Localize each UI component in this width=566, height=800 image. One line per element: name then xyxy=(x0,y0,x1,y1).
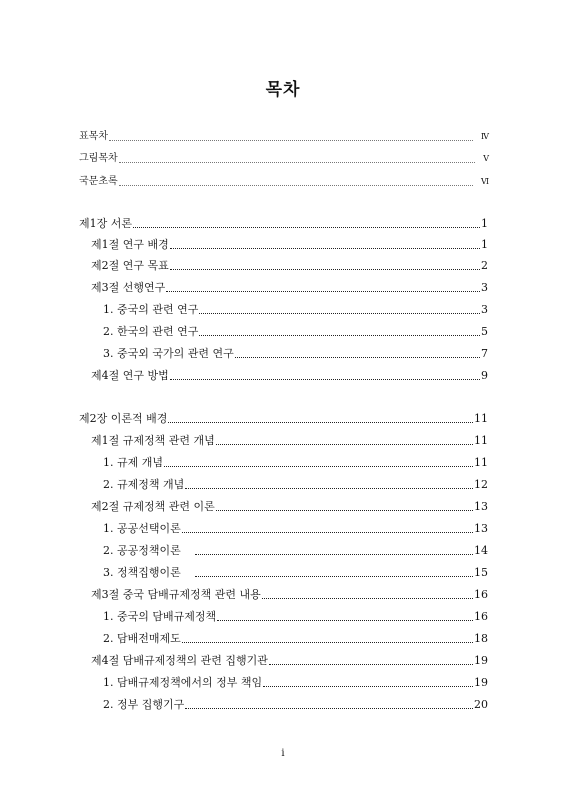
toc-entry-label: 그림목차 xyxy=(79,153,118,164)
toc-entry-section[interactable] xyxy=(91,259,488,273)
toc-entry-subsection[interactable] xyxy=(103,325,488,339)
toc-entry-label: 제4절 연구 방법 xyxy=(91,369,169,382)
toc-entry-subsection[interactable] xyxy=(103,544,488,558)
toc-leader xyxy=(199,313,480,314)
toc-entry-subsection[interactable] xyxy=(103,478,488,492)
toc-entry-page: 11 xyxy=(474,434,488,447)
toc-entry-subsection[interactable] xyxy=(103,347,488,361)
toc-entry-subsection[interactable] xyxy=(103,566,488,580)
toc-entry-label: 2. 공공정책이론 xyxy=(103,544,181,557)
toc-entry-page: 1 xyxy=(481,217,488,230)
toc-leader xyxy=(185,708,473,709)
toc-leader xyxy=(166,291,480,292)
toc-entry-subsection[interactable] xyxy=(103,698,488,712)
toc-entry-subsection[interactable] xyxy=(103,610,488,624)
toc-entry-page: 13 xyxy=(474,522,488,535)
toc-entry-page: 3 xyxy=(481,303,488,316)
toc-entry-page: 19 xyxy=(474,654,488,667)
toc-entry-label: 1. 공공선택이론 xyxy=(103,522,181,535)
toc-entry-label: 3. 정책집행이론 xyxy=(103,566,181,579)
toc-leader xyxy=(199,335,480,336)
toc-entry-page: 18 xyxy=(474,632,488,645)
toc-leader xyxy=(263,686,473,687)
toc-entry-subsection[interactable] xyxy=(103,456,488,470)
toc-entry-page: 11 xyxy=(474,456,488,469)
toc-leader xyxy=(195,554,473,555)
toc-entry-label: 제4절 담배규제정책의 관련 집행기관 xyxy=(91,654,268,667)
toc-entry-label: 제3절 중국 담배규제정책 관련 내용 xyxy=(91,588,261,601)
toc-entry-page: 5 xyxy=(481,325,488,338)
toc-leader xyxy=(269,664,473,665)
toc-entry-section[interactable] xyxy=(91,281,488,295)
toc-leader xyxy=(109,140,473,141)
toc-entry-page: 3 xyxy=(481,281,488,294)
toc-entry-section[interactable] xyxy=(91,434,488,448)
toc-leader xyxy=(182,532,473,533)
toc-entry-label: 2. 규제정책 개념 xyxy=(103,478,185,491)
toc-entry-label: 제2절 규제정책 관련 이론 xyxy=(91,500,215,513)
toc-leader xyxy=(185,488,473,489)
toc-entry-page: 16 xyxy=(474,610,488,623)
toc-entry-chapter[interactable] xyxy=(79,412,488,426)
toc-entry-label: 3. 중국외 국가의 관련 연구 xyxy=(103,347,234,360)
toc-leader xyxy=(182,642,473,643)
toc-entry-front[interactable] xyxy=(79,152,489,166)
toc-entry-page: Ⅳ xyxy=(481,132,489,141)
toc-entry-page: 20 xyxy=(474,698,488,711)
toc-entry-section[interactable] xyxy=(91,500,488,514)
toc-entry-section[interactable] xyxy=(91,588,488,602)
toc-entry-section[interactable] xyxy=(91,238,488,252)
toc-entry-label: 제1장 서론 xyxy=(79,217,132,230)
toc-entry-label: 표목차 xyxy=(79,131,108,142)
toc-entry-subsection[interactable] xyxy=(103,676,488,690)
toc-entry-page: Ⅴ xyxy=(483,154,489,163)
toc-leader xyxy=(216,510,473,511)
toc-entry-page: 9 xyxy=(481,369,488,382)
toc-entry-page: 7 xyxy=(481,347,488,360)
toc-entry-label: 1. 규제 개념 xyxy=(103,456,163,469)
toc-leader xyxy=(168,422,473,423)
toc-leader xyxy=(170,269,480,270)
toc-entry-chapter[interactable] xyxy=(79,217,488,231)
toc-entry-page: 14 xyxy=(474,544,488,557)
toc-entry-label: 제1절 연구 배경 xyxy=(91,238,169,251)
toc-leader xyxy=(119,185,473,186)
toc-entry-page: 1 xyxy=(481,238,488,251)
toc-entry-page: 11 xyxy=(474,412,488,425)
toc-entry-label: 2. 정부 집행기구 xyxy=(103,698,185,711)
toc-entry-page: 13 xyxy=(474,500,488,513)
toc-leader xyxy=(119,162,476,163)
toc-entry-page: 12 xyxy=(474,478,488,491)
toc-leader xyxy=(216,444,473,445)
toc-entry-front[interactable] xyxy=(79,130,489,144)
toc-entry-label: 국문초록 xyxy=(79,176,118,187)
toc-entry-subsection[interactable] xyxy=(103,522,488,536)
toc-entry-label: 2. 한국의 관련 연구 xyxy=(103,325,199,338)
toc-leader xyxy=(170,379,480,380)
toc-entry-subsection[interactable] xyxy=(103,632,488,646)
page-title: 목차 xyxy=(265,80,301,100)
toc-entry-label: 제2절 연구 목표 xyxy=(91,259,169,272)
toc-leader xyxy=(235,357,480,358)
toc-entry-label: 제1절 규제정책 관련 개념 xyxy=(91,434,215,447)
toc-entry-label: 1. 담배규제정책에서의 정부 책임 xyxy=(103,676,263,689)
toc-entry-label: 제2장 이론적 배경 xyxy=(79,412,168,425)
toc-leader xyxy=(170,248,480,249)
toc-leader xyxy=(217,620,473,621)
page-number: i xyxy=(281,748,285,759)
toc-entry-page: 15 xyxy=(474,566,488,579)
toc-entry-section[interactable] xyxy=(91,654,488,668)
toc-entry-page: Ⅵ xyxy=(480,177,489,186)
toc-entry-page: 16 xyxy=(474,588,488,601)
toc-entry-page: 2 xyxy=(481,259,488,272)
toc-entry-label: 1. 중국의 관련 연구 xyxy=(103,303,199,316)
toc-leader xyxy=(133,227,480,228)
toc-entry-section[interactable] xyxy=(91,369,488,383)
toc-leader xyxy=(164,466,473,467)
toc-entry-label: 2. 담배전매제도 xyxy=(103,632,181,645)
toc-entry-label: 1. 중국의 담배규제정책 xyxy=(103,610,217,623)
toc-entry-page: 19 xyxy=(474,676,488,689)
toc-leader xyxy=(262,598,473,599)
toc-leader xyxy=(195,576,473,577)
toc-entry-front[interactable] xyxy=(79,175,489,189)
toc-entry-label: 제3절 선행연구 xyxy=(91,281,166,294)
toc-entry-subsection[interactable] xyxy=(103,303,488,317)
